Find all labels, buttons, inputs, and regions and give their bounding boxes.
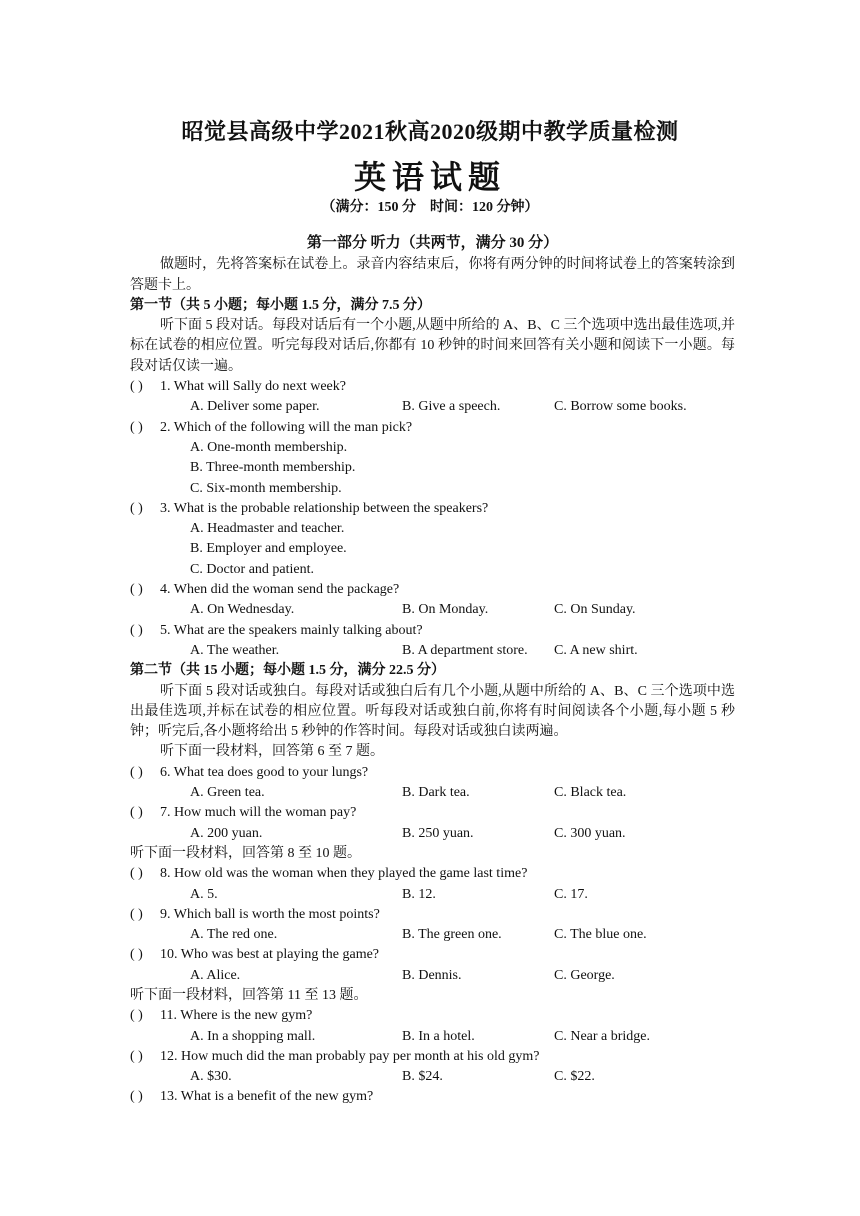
option-b: B. In a hotel. xyxy=(402,1028,475,1044)
options-row xyxy=(130,1027,735,1047)
option-a: A. The red one. xyxy=(190,927,278,943)
question-11 xyxy=(130,1006,735,1026)
option-c: C. Borrow some books. xyxy=(554,399,687,415)
answer-blank[interactable]: ( ) xyxy=(130,764,143,780)
option-a: A. On Wednesday. xyxy=(190,602,295,618)
question-text: 7. How much will the woman pay? xyxy=(160,805,357,821)
question-text: 2. Which of the following will the man pick? xyxy=(160,419,413,435)
material-8-10: 听下面一段材料，回答第 8 至 10 题。 xyxy=(130,845,361,861)
option-a: A. $30. xyxy=(190,1069,232,1085)
option-b: B. On Monday. xyxy=(402,602,489,618)
options-row xyxy=(130,824,735,844)
material-11-13: 听下面一段材料，回答第 11 至 13 题。 xyxy=(130,987,368,1003)
answer-blank[interactable]: ( ) xyxy=(130,622,143,638)
options-row xyxy=(130,600,735,620)
option-a: A. Headmaster and teacher. xyxy=(190,521,345,537)
question-text: 8. How old was the woman when they played the game last time? xyxy=(160,866,528,882)
exam-content xyxy=(130,233,735,1108)
option-c: C. Near a bridge. xyxy=(554,1028,651,1044)
option-a: A. One-month membership. xyxy=(190,439,348,455)
option-c: C. 17. xyxy=(554,886,588,902)
section2-instructions: 听下面 5 段对话或独白。每段对话或独白后有几个小题,从题中所给的 A、B、C 三个选项中选出最佳选项,并标在试卷的相应位置。听每段对话或独白前,你将有时间阅读各个小题,每小题 5 秒钟；听完后,各小题将给出 5 秒钟的作答时间。每段对话或独白读两遍。 xyxy=(130,683,735,740)
question-1 xyxy=(130,377,735,397)
option-b: B. Dennis. xyxy=(402,967,462,983)
option-c: C. George. xyxy=(554,967,615,983)
option-c: C. The blue one. xyxy=(554,927,647,943)
option-b: B. Employer and employee. xyxy=(190,541,347,557)
exam-meta: （满分：150 分 时间：120 分钟） xyxy=(321,200,539,215)
question-7 xyxy=(130,803,735,823)
section1-instructions: 听下面 5 段对话。每段对话后有一个小题,从题中所给的 A、B、C 三个选项中选出最佳选项,并标在试卷的相应位置。听完每段对话后,你都有 10 秒钟的时间来回答有关小题和阅读下一小题。每段对话仅读一遍。 xyxy=(130,318,735,374)
option-c: C. Six-month membership. xyxy=(190,480,342,496)
section1-title: 第一节（共 5 小题；每小题 1.5 分，满分 7.5 分） xyxy=(130,297,431,313)
options-row xyxy=(130,885,735,905)
question-2 xyxy=(130,418,735,438)
option-c: C. A new shirt. xyxy=(554,642,638,658)
option-c: C. $22. xyxy=(554,1069,595,1085)
answer-blank[interactable]: ( ) xyxy=(130,947,143,963)
question-text: 6. What tea does good to your lungs? xyxy=(160,764,369,780)
question-12 xyxy=(130,1047,735,1067)
option-b: B. Give a speech. xyxy=(402,399,501,415)
question-text: 3. What is the probable relationship between the speakers? xyxy=(160,500,489,516)
question-9 xyxy=(130,905,735,925)
subject-title: 英语试题 xyxy=(353,159,506,195)
material-6-7: 听下面一段材料，回答第 6 至 7 题。 xyxy=(160,744,384,760)
question-3 xyxy=(130,499,735,519)
question-13 xyxy=(130,1087,735,1107)
option-b: B. 12. xyxy=(402,886,436,902)
question-text: 11. Where is the new gym? xyxy=(160,1008,313,1024)
option-b: B. Dark tea. xyxy=(402,785,470,801)
option-a: A. Deliver some paper. xyxy=(190,399,320,415)
option-b: B. Three-month membership. xyxy=(190,460,356,476)
options-row xyxy=(130,783,735,803)
question-10 xyxy=(130,945,735,965)
options-row xyxy=(130,925,735,945)
option-b: B. A department store. xyxy=(402,642,528,658)
answer-blank[interactable]: ( ) xyxy=(130,805,143,821)
question-8 xyxy=(130,864,735,884)
option-c: C. Doctor and patient. xyxy=(190,561,315,577)
option-b: B. $24. xyxy=(402,1069,443,1085)
options-row xyxy=(130,1067,735,1087)
answer-blank[interactable]: ( ) xyxy=(130,906,143,922)
question-text: 5. What are the speakers mainly talking about? xyxy=(160,622,423,638)
part1-intro: 做题时，先将答案标在试卷上。录音内容结束后，你将有两分钟的时间将试卷上的答案转涂到答题卡上。 xyxy=(130,257,735,293)
option-a: A. In a shopping mall. xyxy=(190,1028,316,1044)
question-text: 13. What is a benefit of the new gym? xyxy=(160,1089,374,1105)
option-a: A. 200 yuan. xyxy=(190,825,263,841)
school-title: 昭觉县高级中学2021秋高2020级期中教学质量检测 xyxy=(181,119,679,144)
answer-blank[interactable]: ( ) xyxy=(130,500,143,516)
section2-title: 第二节（共 15 小题；每小题 1.5 分，满分 22.5 分） xyxy=(130,663,445,679)
question-text: 4. When did the woman send the package? xyxy=(160,582,400,598)
question-4 xyxy=(130,580,735,600)
option-c: C. On Sunday. xyxy=(554,602,636,618)
option-a: A. Alice. xyxy=(190,967,241,983)
part1-title: 第一部分 听力（共两节，满分 30 分） xyxy=(306,235,559,251)
options-row xyxy=(130,641,735,661)
answer-blank[interactable]: ( ) xyxy=(130,866,143,882)
answer-blank[interactable]: ( ) xyxy=(130,582,143,598)
question-text: 10. Who was best at playing the game? xyxy=(160,947,380,963)
option-c: C. 300 yuan. xyxy=(554,825,626,841)
question-text: 9. Which ball is worth the most points? xyxy=(160,906,380,922)
answer-blank[interactable]: ( ) xyxy=(130,1089,143,1105)
answer-blank[interactable]: ( ) xyxy=(130,419,143,435)
option-a: A. Green tea. xyxy=(190,785,265,801)
option-a: A. The weather. xyxy=(190,642,280,658)
question-text: 12. How much did the man probably pay per month at his old gym? xyxy=(160,1048,540,1064)
answer-blank[interactable]: ( ) xyxy=(130,1008,143,1024)
option-a: A. 5. xyxy=(190,886,218,902)
question-6 xyxy=(130,763,735,783)
answer-blank[interactable]: ( ) xyxy=(130,1048,143,1064)
question-text: 1. What will Sally do next week? xyxy=(160,379,346,395)
option-b: B. 250 yuan. xyxy=(402,825,474,841)
options-row xyxy=(130,397,735,417)
answer-blank[interactable]: ( ) xyxy=(130,379,143,395)
option-b: B. The green one. xyxy=(402,927,502,943)
option-c: C. Black tea. xyxy=(554,785,627,801)
question-5 xyxy=(130,621,735,641)
options-row xyxy=(130,966,735,986)
